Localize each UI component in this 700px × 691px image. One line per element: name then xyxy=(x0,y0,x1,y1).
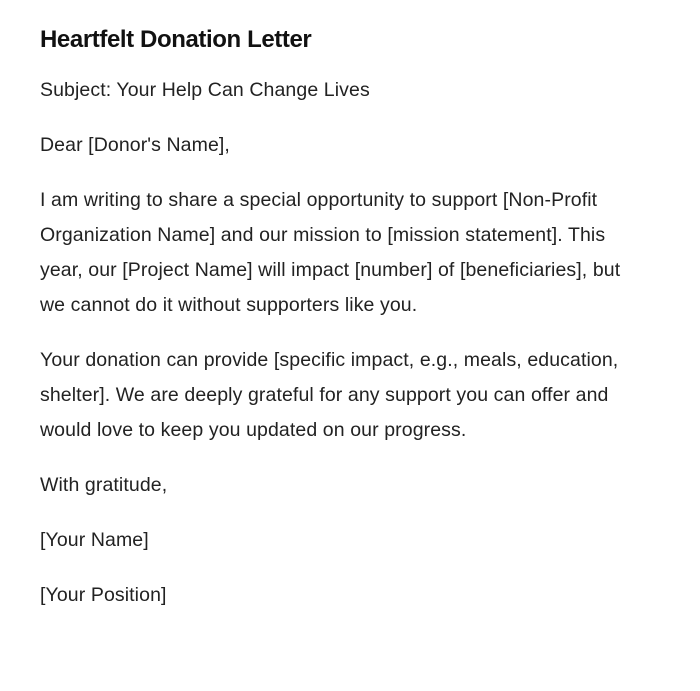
signature-position: [Your Position] xyxy=(40,584,167,606)
letter-document xyxy=(40,22,650,633)
letter-closing: With gratitude, xyxy=(40,474,168,496)
letter-salutation: Dear [Donor's Name], xyxy=(40,134,230,156)
letter-subject: Subject: Your Help Can Change Lives xyxy=(40,79,370,101)
letter-paragraph-1: I am writing to share a special opportunity to support [Non-Profit Organization Name] and our mission to [mission statement]. This year, our [Project Name] will impact [number] of [beneficiaries], but we cannot do it without supporters like you. xyxy=(40,189,621,316)
letter-title: Heartfelt Donation Letter xyxy=(40,26,312,53)
signature-name: [Your Name] xyxy=(40,529,149,551)
letter-paragraph-2: Your donation can provide [specific impact, e.g., meals, education, shelter]. We are deeply grateful for any support you can offer and would love to keep you updated on our progress. xyxy=(40,349,619,441)
